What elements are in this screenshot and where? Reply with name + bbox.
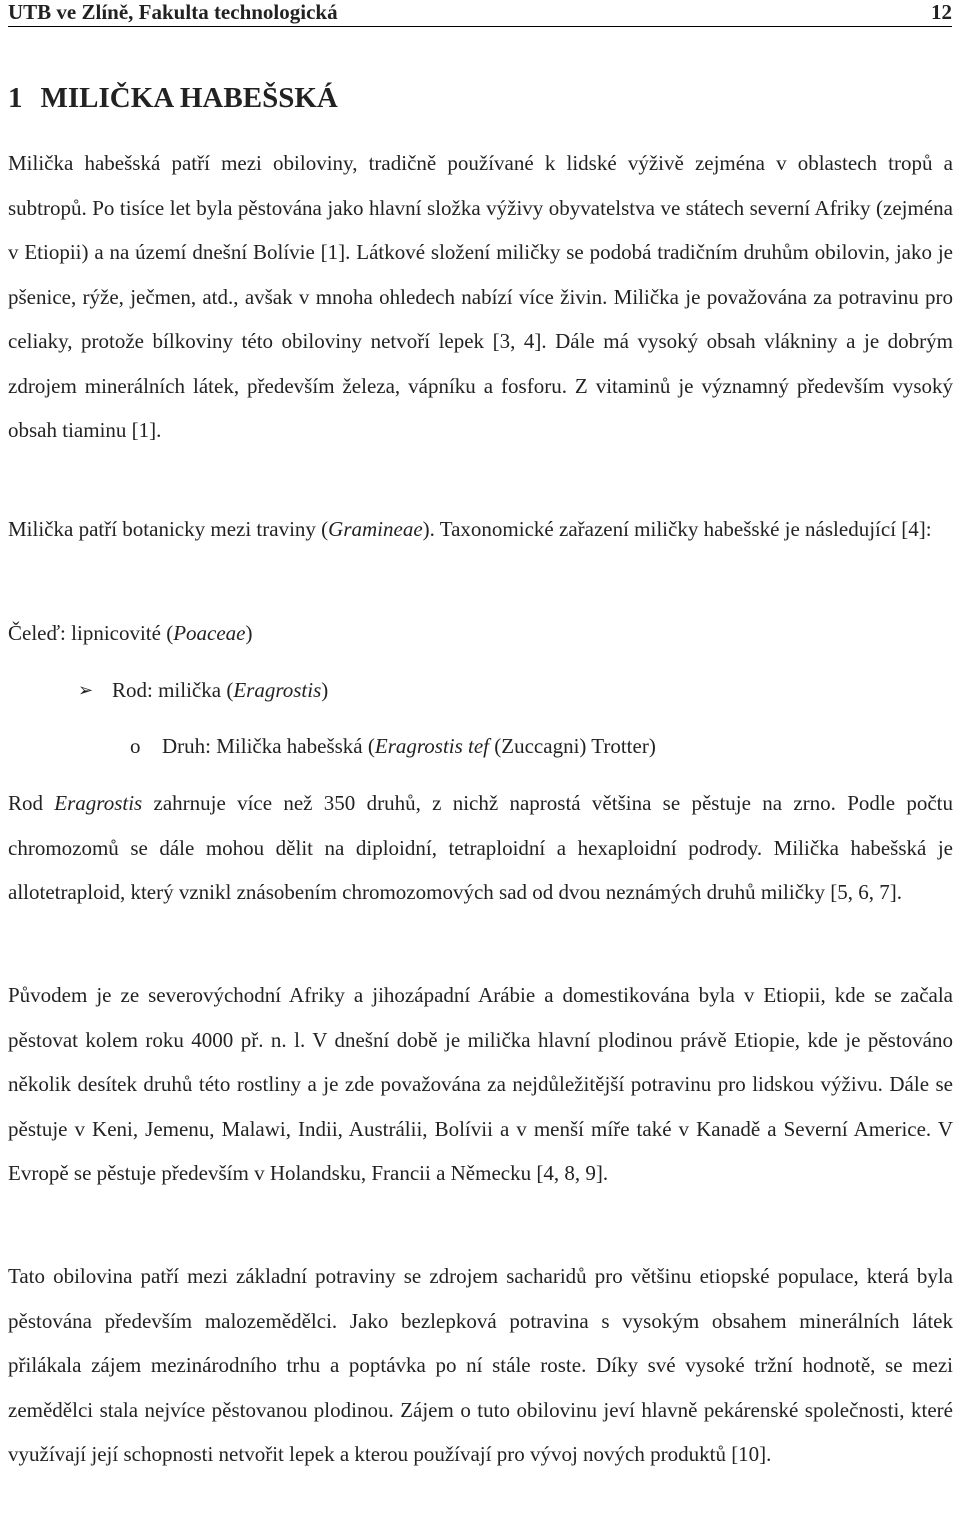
p4-text-before: Rod: [8, 791, 55, 815]
p2-latin-name: Gramineae: [328, 517, 423, 541]
taxonomy-family: [8, 618, 253, 648]
species-latin: Eragrostis tef: [374, 734, 490, 758]
page-number: 12: [931, 0, 952, 24]
species-close: (Zuccagni) Trotter): [489, 734, 656, 758]
header-institution: UTB ve Zlíně, Fakulta technologická: [8, 0, 338, 24]
p4-text-after: zahrnuje více než 350 druhů, z nichž naprostá většina se pěstuje na zrno. Podle počtu chromozomů se dále mohou dělit na diploidní, tetraploidní a hexaploidní podrody. Milička habešská je allotetraploid, který vznikl znásobením chromozomových sad od dvou neznámých druhů miličky [5, 6, 7].: [8, 791, 953, 904]
genus-close: ): [321, 678, 329, 702]
paragraph-genus: [8, 781, 953, 915]
family-latin: Poaceae: [173, 621, 246, 645]
family-label: Čeleď: lipnicovité (: [8, 621, 174, 645]
genus-latin: Eragrostis: [233, 678, 322, 702]
p4-latin-name: Eragrostis: [54, 791, 143, 815]
p2-text-before: Milička patří botanicky mezi traviny (: [8, 517, 329, 541]
paragraph-origin: Původem je ze severovýchodní Afriky a jihozápadní Arábie a domestikována byla v Etiopii, kde se začala pěstovat kolem roku 4000 př. n. l. V dnešní době je milička hlavní plodinou právě Etiopie, kde je pěstováno několik desítek druhů této rostliny a je zde považována za nejdůležitější potravinu pro lidskou výživu. Dále se pěstuje v Keni, Jemenu, Malawi, Indii, Austrálii, Bolívii a v menší míře také v Kanadě a Severní Americe. V Evropě se pěstuje především v Holandsku, Francii a Německu [4, 8, 9].: [8, 983, 953, 1185]
p2-text-after: ). Taxonomické zařazení miličky habešské je následující [4]:: [422, 517, 932, 541]
family-close: ): [245, 621, 253, 645]
species-label: Druh: Milička habešská (: [162, 734, 375, 758]
chapter-title-text: MILIČKA HABEŠSKÁ: [40, 82, 338, 114]
paragraph-intro: Milička habešská patří mezi obiloviny, tradičně používané k lidské výživě zejména v oblastech tropů a subtropů. Po tisíce let byla pěstována jako hlavní složka výživy obyvatelstva ve státech severní Afriky (zejména v Etiopii) a na území dnešní Bolívie [1]. Látkové složení miličky se podobá tradičním druhům obilovin, jako je pšenice, rýže, ječmen, atd., avšak v mnoha ohledech nabízí více živin. Milička je považována za potravinu pro celiaky, protože bílkoviny této obiloviny netvoří lepek [3, 4]. Dále má vysoký obsah vlákniny a je dobrým zdrojem minerálních látek, především železa, vápníku a fosforu. Z vitaminů je významný především vysoký obsah tiaminu [1].: [8, 151, 953, 442]
taxonomy-species: [162, 731, 656, 761]
paragraph-importance: Tato obilovina patří mezi základní potraviny se zdrojem sacharidů pro většinu etiopské populace, která byla pěstována především malozemědělci. Jako bezlepková potravina s vysokým obsahem minerálních látek přilákala zájem mezinárodního trhu a poptávka po ní stále roste. Díky své vysoké tržní hodnotě, se mezi zemědělci stala nejvíce pěstovanou plodinou. Zájem o tuto obilovinu jeví hlavně pekárenské společnosti, které využívají její schopnosti netvořit lepek a kterou používají pro vývoj nových produktů [10].: [8, 1264, 953, 1466]
taxonomy-genus: [112, 675, 328, 705]
chapter-number: 1: [8, 82, 23, 114]
arrow-bullet-icon: ➢: [78, 680, 94, 700]
chapter-title: [8, 80, 338, 116]
running-header: [8, 0, 952, 27]
circle-bullet-icon: o: [130, 734, 141, 758]
genus-label: Rod: milička (: [112, 678, 234, 702]
paragraph-botanical: [8, 507, 953, 552]
